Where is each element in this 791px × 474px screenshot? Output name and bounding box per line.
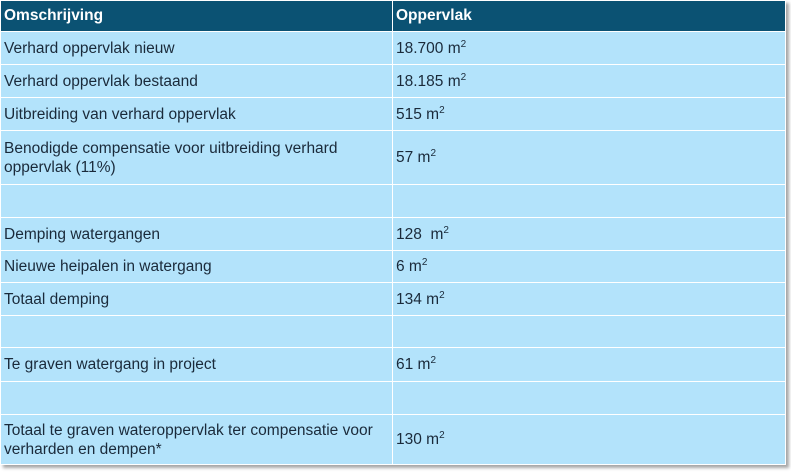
table-row — [1, 218, 786, 251]
row-description — [1, 382, 393, 415]
table-row-empty — [1, 382, 786, 415]
row-value: 6 $m^2$ — [393, 251, 786, 283]
row-value: 128 $m^2$ — [393, 218, 786, 251]
header-row — [1, 1, 786, 32]
table-row — [1, 131, 786, 185]
table-row — [1, 98, 786, 131]
row-value: 134 $m^2$ — [393, 283, 786, 316]
row-description: Te graven watergang in project — [1, 348, 393, 382]
table-row-empty — [1, 316, 786, 348]
row-description — [1, 316, 393, 348]
table-row — [1, 415, 786, 465]
row-value: 515 $m^2$ — [393, 98, 786, 131]
row-value — [393, 185, 786, 218]
row-description: Nieuwe heipalen in watergang — [1, 251, 393, 283]
row-description — [1, 185, 393, 218]
row-value: 57 $m^2$ — [393, 131, 786, 185]
table-row — [1, 283, 786, 316]
row-description: Uitbreiding van verhard oppervlak — [1, 98, 393, 131]
table-row — [1, 32, 786, 65]
header-description: Omschrijving — [1, 1, 393, 32]
row-value — [393, 382, 786, 415]
row-description: Totaal te graven wateroppervlak ter compensatie voor verharden en dempen* — [1, 415, 393, 465]
table-row — [1, 251, 786, 283]
row-description: Demping watergangen — [1, 218, 393, 251]
header-area: Oppervlak — [393, 1, 786, 32]
row-value: 130 $m^2$ — [393, 415, 786, 465]
table-header — [1, 1, 786, 32]
row-description: Totaal demping — [1, 283, 393, 316]
row-description: Verhard oppervlak bestaand — [1, 65, 393, 98]
row-value: 61 $m^2$ — [393, 348, 786, 382]
row-value: 18.700 $m^2$ — [393, 32, 786, 65]
table-row-empty — [1, 185, 786, 218]
row-value — [393, 316, 786, 348]
table-row — [1, 348, 786, 382]
row-value: 18.185 $m^2$ — [393, 65, 786, 98]
row-description: Verhard oppervlak nieuw — [1, 32, 393, 65]
table-row — [1, 65, 786, 98]
row-description: Benodigde compensatie voor uitbreiding verhard oppervlak (11%) — [1, 131, 393, 185]
